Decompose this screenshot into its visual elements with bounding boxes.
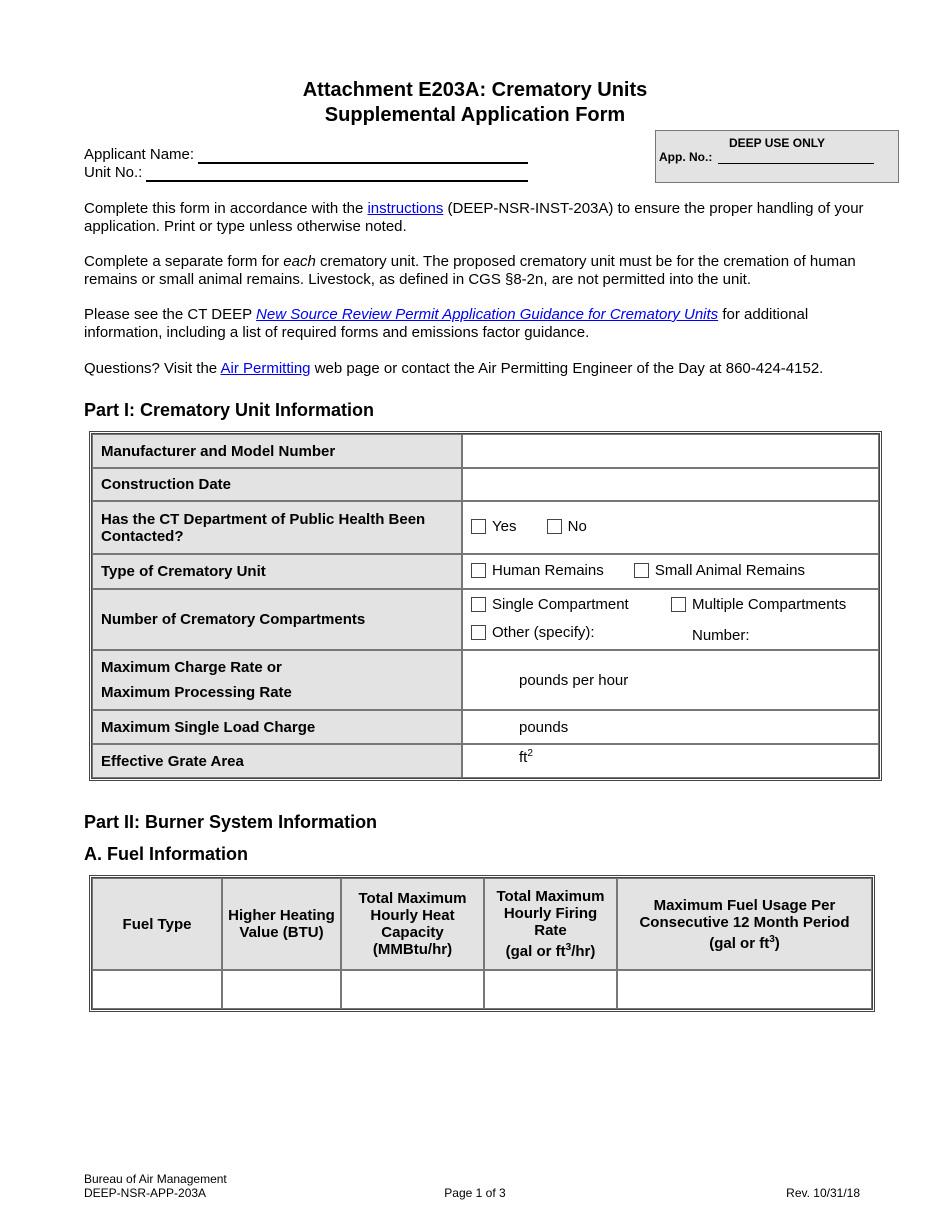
fuel-usage-cell[interactable]: [617, 970, 872, 1009]
form-id: DEEP-NSR-APP-203A: [84, 1186, 207, 1200]
charge-rate-unit: pounds per hour: [519, 671, 629, 689]
applicant-name-label: Applicant Name:: [84, 146, 195, 163]
app-no-label: App. No.:: [659, 150, 713, 164]
checkbox-icon[interactable]: [471, 625, 486, 640]
other-option[interactable]: Other (specify):: [471, 620, 692, 645]
revision-date: Rev. 10/31/18: [786, 1186, 860, 1200]
col-heating-value: Higher Heating Value (BTU): [222, 878, 341, 970]
intro-paragraph-4: Questions? Visit the Air Permitting web page or contact the Air Permitting Engineer of the Day at 860-424-4152.: [84, 360, 824, 377]
checkbox-icon[interactable]: [634, 563, 649, 578]
intro-paragraph-2: Complete a separate form for each crematory unit. The proposed crematory unit must be for the cremation of human remains or small animal remains. Livestock, as defined in CGS §8-2n, are not permitted into the unit.: [84, 253, 856, 288]
table-row: [92, 468, 879, 501]
grate-area-label: Effective Grate Area: [92, 744, 462, 778]
table-row: [92, 589, 879, 650]
compartments-label: Number of Crematory Compartments: [92, 589, 462, 650]
part2-heading: Part II: Burner System Information: [84, 812, 378, 832]
intro-paragraph-3: Please see the CT DEEP New Source Review Permit Application Guidance for Crematory Units for additional information, including a list of required forms and emissions factor guidance.: [84, 306, 809, 341]
fuel-info-table: [89, 875, 875, 1012]
applicant-name-field[interactable]: [198, 148, 528, 164]
deep-use-only-box: [655, 130, 899, 183]
col-fuel-usage: Maximum Fuel Usage Per Consecutive 12 Month Period (gal or $ft^3$): [617, 878, 872, 970]
bureau-name: Bureau of Air Management: [84, 1172, 227, 1186]
heat-capacity-cell[interactable]: [341, 970, 484, 1009]
col-heat-capacity: Total Maximum Hourly Heat Capacity (MMBtu/hr): [341, 878, 484, 970]
fuel-type-cell[interactable]: [92, 970, 222, 1009]
guidance-link[interactable]: New Source Review Permit Application Guidance for Crematory Units: [256, 306, 719, 323]
crematory-unit-table: [89, 431, 882, 781]
title-line-2: Supplemental Application Form: [324, 104, 626, 126]
table-row: [92, 710, 879, 744]
table-header-row: [92, 878, 872, 970]
grate-area-field[interactable]: [462, 744, 879, 778]
air-permitting-link[interactable]: Air Permitting: [220, 360, 311, 377]
instructions-link[interactable]: instructions: [367, 200, 444, 217]
app-no-field[interactable]: [718, 150, 874, 164]
multiple-compartments-option[interactable]: Multiple Compartments: [671, 592, 846, 617]
charge-rate-label: Maximum Charge Rate or Maximum Processing Rate: [92, 650, 462, 710]
single-load-label: Maximum Single Load Charge: [92, 710, 462, 744]
page-title: [0, 78, 950, 128]
checkbox-icon[interactable]: [471, 563, 486, 578]
table-row: [92, 650, 879, 710]
heating-value-cell[interactable]: [222, 970, 341, 1009]
fuel-info-heading: A. Fuel Information: [84, 844, 248, 864]
firing-rate-cell[interactable]: [484, 970, 617, 1009]
construction-date-label: Construction Date: [92, 468, 462, 501]
manufacturer-label: Manufacturer and Model Number: [92, 434, 462, 468]
part1-heading: Part I: Crematory Unit Information: [84, 400, 375, 420]
table-row: [92, 501, 879, 554]
table-row: [92, 554, 879, 589]
single-load-unit: pounds: [519, 718, 569, 736]
manufacturer-field[interactable]: [462, 434, 879, 468]
page-number: Page 1 of 3: [444, 1186, 506, 1200]
table-row: [92, 970, 872, 1009]
checkbox-icon[interactable]: [671, 597, 686, 612]
table-row: [92, 434, 879, 468]
table-row: [92, 744, 879, 778]
no-option[interactable]: No: [547, 518, 587, 535]
deep-use-heading: DEEP USE ONLY: [728, 136, 826, 150]
unit-no-field[interactable]: [146, 166, 528, 182]
construction-date-field[interactable]: [462, 468, 879, 501]
small-animal-option[interactable]: Small Animal Remains: [634, 562, 805, 579]
yes-option[interactable]: Yes: [471, 518, 516, 535]
checkbox-icon[interactable]: [471, 519, 486, 534]
charge-rate-field[interactable]: [462, 650, 879, 710]
unit-no-label: Unit No.:: [84, 164, 143, 181]
single-load-field[interactable]: [462, 710, 879, 744]
grate-area-unit: $ft^2$: [519, 748, 533, 766]
single-compartment-option[interactable]: Single Compartment: [471, 592, 671, 617]
checkbox-icon[interactable]: [547, 519, 562, 534]
intro-paragraph-1: Complete this form in accordance with the instructions (DEEP-NSR-INST-203A) to ensure the proper handling of your application. Print or type unless otherwise noted.: [84, 200, 864, 235]
col-firing-rate: Total Maximum Hourly Firing Rate (gal or $ft^3/hr$): [484, 878, 617, 970]
human-remains-option[interactable]: Human Remains: [471, 562, 604, 579]
number-label: Number:: [692, 626, 750, 644]
title-line-1: Attachment E203A: Crematory Units: [302, 79, 648, 101]
health-contacted-label: Has the CT Department of Public Health Been Contacted?: [92, 501, 462, 554]
type-label: Type of Crematory Unit: [92, 554, 462, 589]
applicant-block: [84, 146, 528, 182]
col-fuel-type: Fuel Type: [92, 878, 222, 970]
checkbox-icon[interactable]: [471, 597, 486, 612]
